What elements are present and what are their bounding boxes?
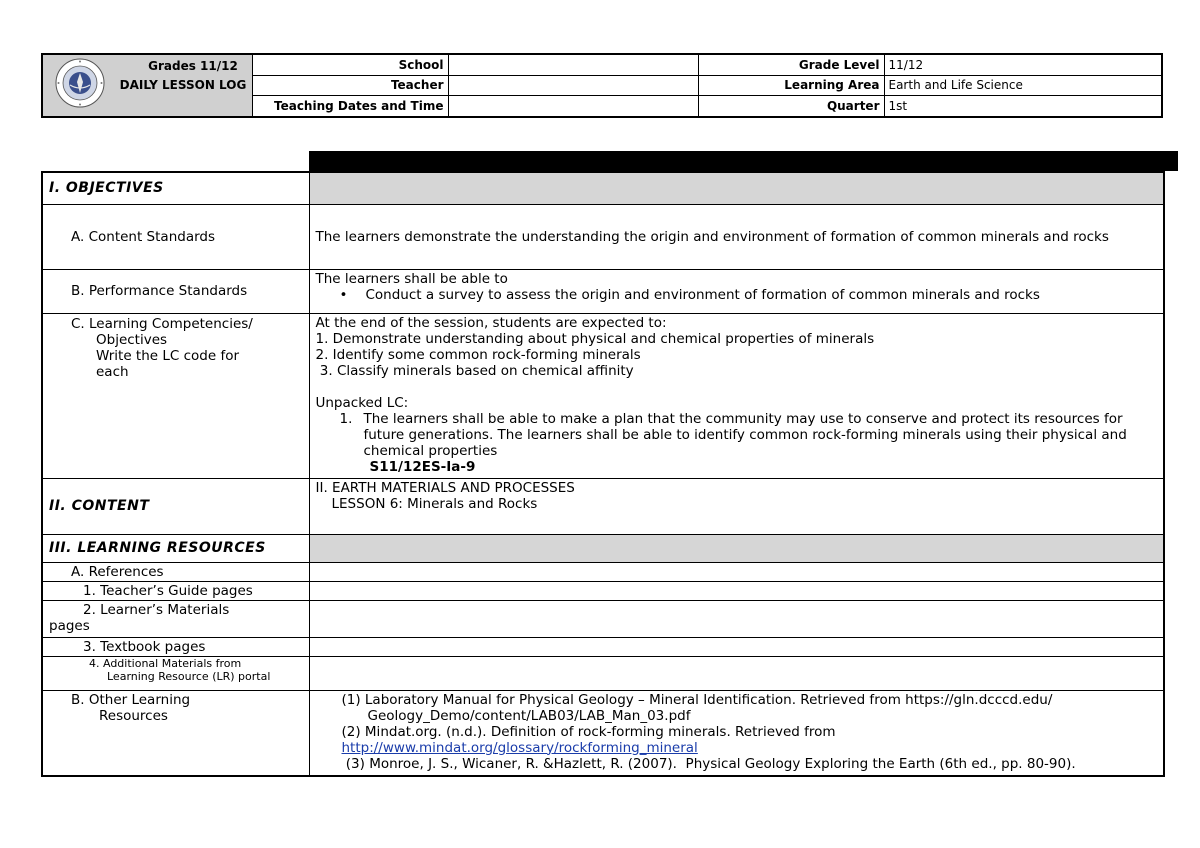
content-standards-label: A. Content Standards [42,204,309,269]
bullet-dot: • [339,286,348,303]
additional-materials-label [42,656,309,690]
performance-standards-cell[interactable] [309,269,1164,313]
objectives-heading: I. OBJECTIVES [42,172,309,204]
learning-area-value[interactable]: Earth and Life Science [884,75,1162,96]
deped-seal-icon [55,58,105,108]
quarter-label: Quarter [698,96,884,117]
content-line2: LESSON 6: Minerals and Rocks [331,495,538,512]
grade-level-label: Grade Level [698,54,884,75]
textbook-label: 3. Textbook pages [42,637,309,656]
performance-standards-label: B. Performance Standards [42,269,309,313]
section-black-bar [309,151,1178,171]
learning-competencies-label [42,313,309,478]
textbook-value[interactable] [309,637,1164,656]
school-label: School [252,54,448,75]
perf-std-bullet-item [340,287,1158,303]
ref1-line1: (1) Laboratory Manual for Physical Geology – Mineral Identification. Retrieved from https://gln.dcccd.edu/ [341,691,1053,708]
additional-line1: 4. Additional Materials from [89,656,242,670]
ref2-link[interactable]: http://www.mindat.org/glossary/rockforming_mineral [341,739,698,756]
learners-materials-label [42,600,309,637]
ref2-line1: (2) Mindat.org. (n.d.). Definition of rock-forming minerals. Retrieved from [341,723,836,740]
unpacked-lc-number: 1. [339,410,353,427]
other-label-line2: Resources [99,707,168,724]
title-grades: Grades 11/12 [148,59,238,73]
additional-line2: Learning Resource (LR) portal [107,669,271,683]
unpacked-lc-text: The learners shall be able to make a plan that the community may use to conserve and protect its resources for future generations. The learners shall be able to identify common rock-forming minerals using their physical and chemical properties [363,410,1127,459]
lc-label-line3: Write the LC code for [96,347,240,364]
learning-competencies-cell[interactable] [309,313,1164,478]
header-table [41,53,1163,118]
content-cell[interactable] [309,478,1164,534]
header-title [113,57,252,95]
grade-level-value[interactable]: 11/12 [884,54,1162,75]
learners-materials-value[interactable] [309,600,1164,637]
content-standards-text[interactable]: The learners demonstrate the understanding the origin and environment of formation of common minerals and rocks [309,204,1164,269]
teacher-value[interactable] [448,75,698,96]
lc-code: S11/12ES-Ia-9 [369,458,476,475]
references-value[interactable] [309,562,1164,581]
other-resources-label [42,690,309,776]
school-value[interactable] [448,54,698,75]
lc-item-3: 3. Classify minerals based on chemical affinity [315,362,634,379]
lc-label-line4: each [96,363,129,380]
lc-label-line1: C. Learning Competencies/ [71,315,253,332]
lesson-log-table [41,171,1165,777]
learning-resources-heading: III. LEARNING RESOURCES [42,534,309,562]
title-dll: DAILY LESSON LOG [119,78,247,92]
additional-materials-value[interactable] [309,656,1164,690]
content-heading: II. CONTENT [42,478,309,534]
quarter-value[interactable]: 1st [884,96,1162,117]
unpacked-lc-item [340,411,1158,459]
teachers-guide-label: 1. Teacher’s Guide pages [42,581,309,600]
header-logo-cell [42,54,252,117]
ref1-line2: Geology_Demo/content/LAB03/LAB_Man_03.pdf [367,707,691,724]
lm-label-line1: 2. Learner’s Materials [83,601,230,618]
lm-label-line2: pages [49,617,90,634]
lc-label-line2: Objectives [96,331,168,348]
teacher-label: Teacher [252,75,448,96]
perf-std-bullet-text: Conduct a survey to assess the origin and environment of formation of common minerals and rocks [365,286,1040,303]
perf-std-intro: The learners shall be able to [315,270,508,287]
objectives-heading-fill [309,172,1164,204]
lc-intro: At the end of the session, students are expected to: [315,314,667,331]
dates-label: Teaching Dates and Time [252,96,448,117]
content-line1: II. EARTH MATERIALS AND PROCESSES [315,479,575,496]
lc-item-1: 1. Demonstrate understanding about physical and chemical properties of minerals [315,330,875,347]
other-resources-cell[interactable] [309,690,1164,776]
teachers-guide-value[interactable] [309,581,1164,600]
lc-item-2: 2. Identify some common rock-forming minerals [315,346,641,363]
references-label: A. References [42,562,309,581]
learning-area-label: Learning Area [698,75,884,96]
other-label-line1: B. Other Learning [71,691,191,708]
learning-resources-heading-fill [309,534,1164,562]
ref3-line: (3) Monroe, J. S., Wicaner, R. &Hazlett, R. (2007). Physical Geology Exploring the Earth (6th ed., pp. 80-90). [341,755,1076,772]
unpacked-lc-label: Unpacked LC: [315,394,409,411]
dates-value[interactable] [448,96,698,117]
